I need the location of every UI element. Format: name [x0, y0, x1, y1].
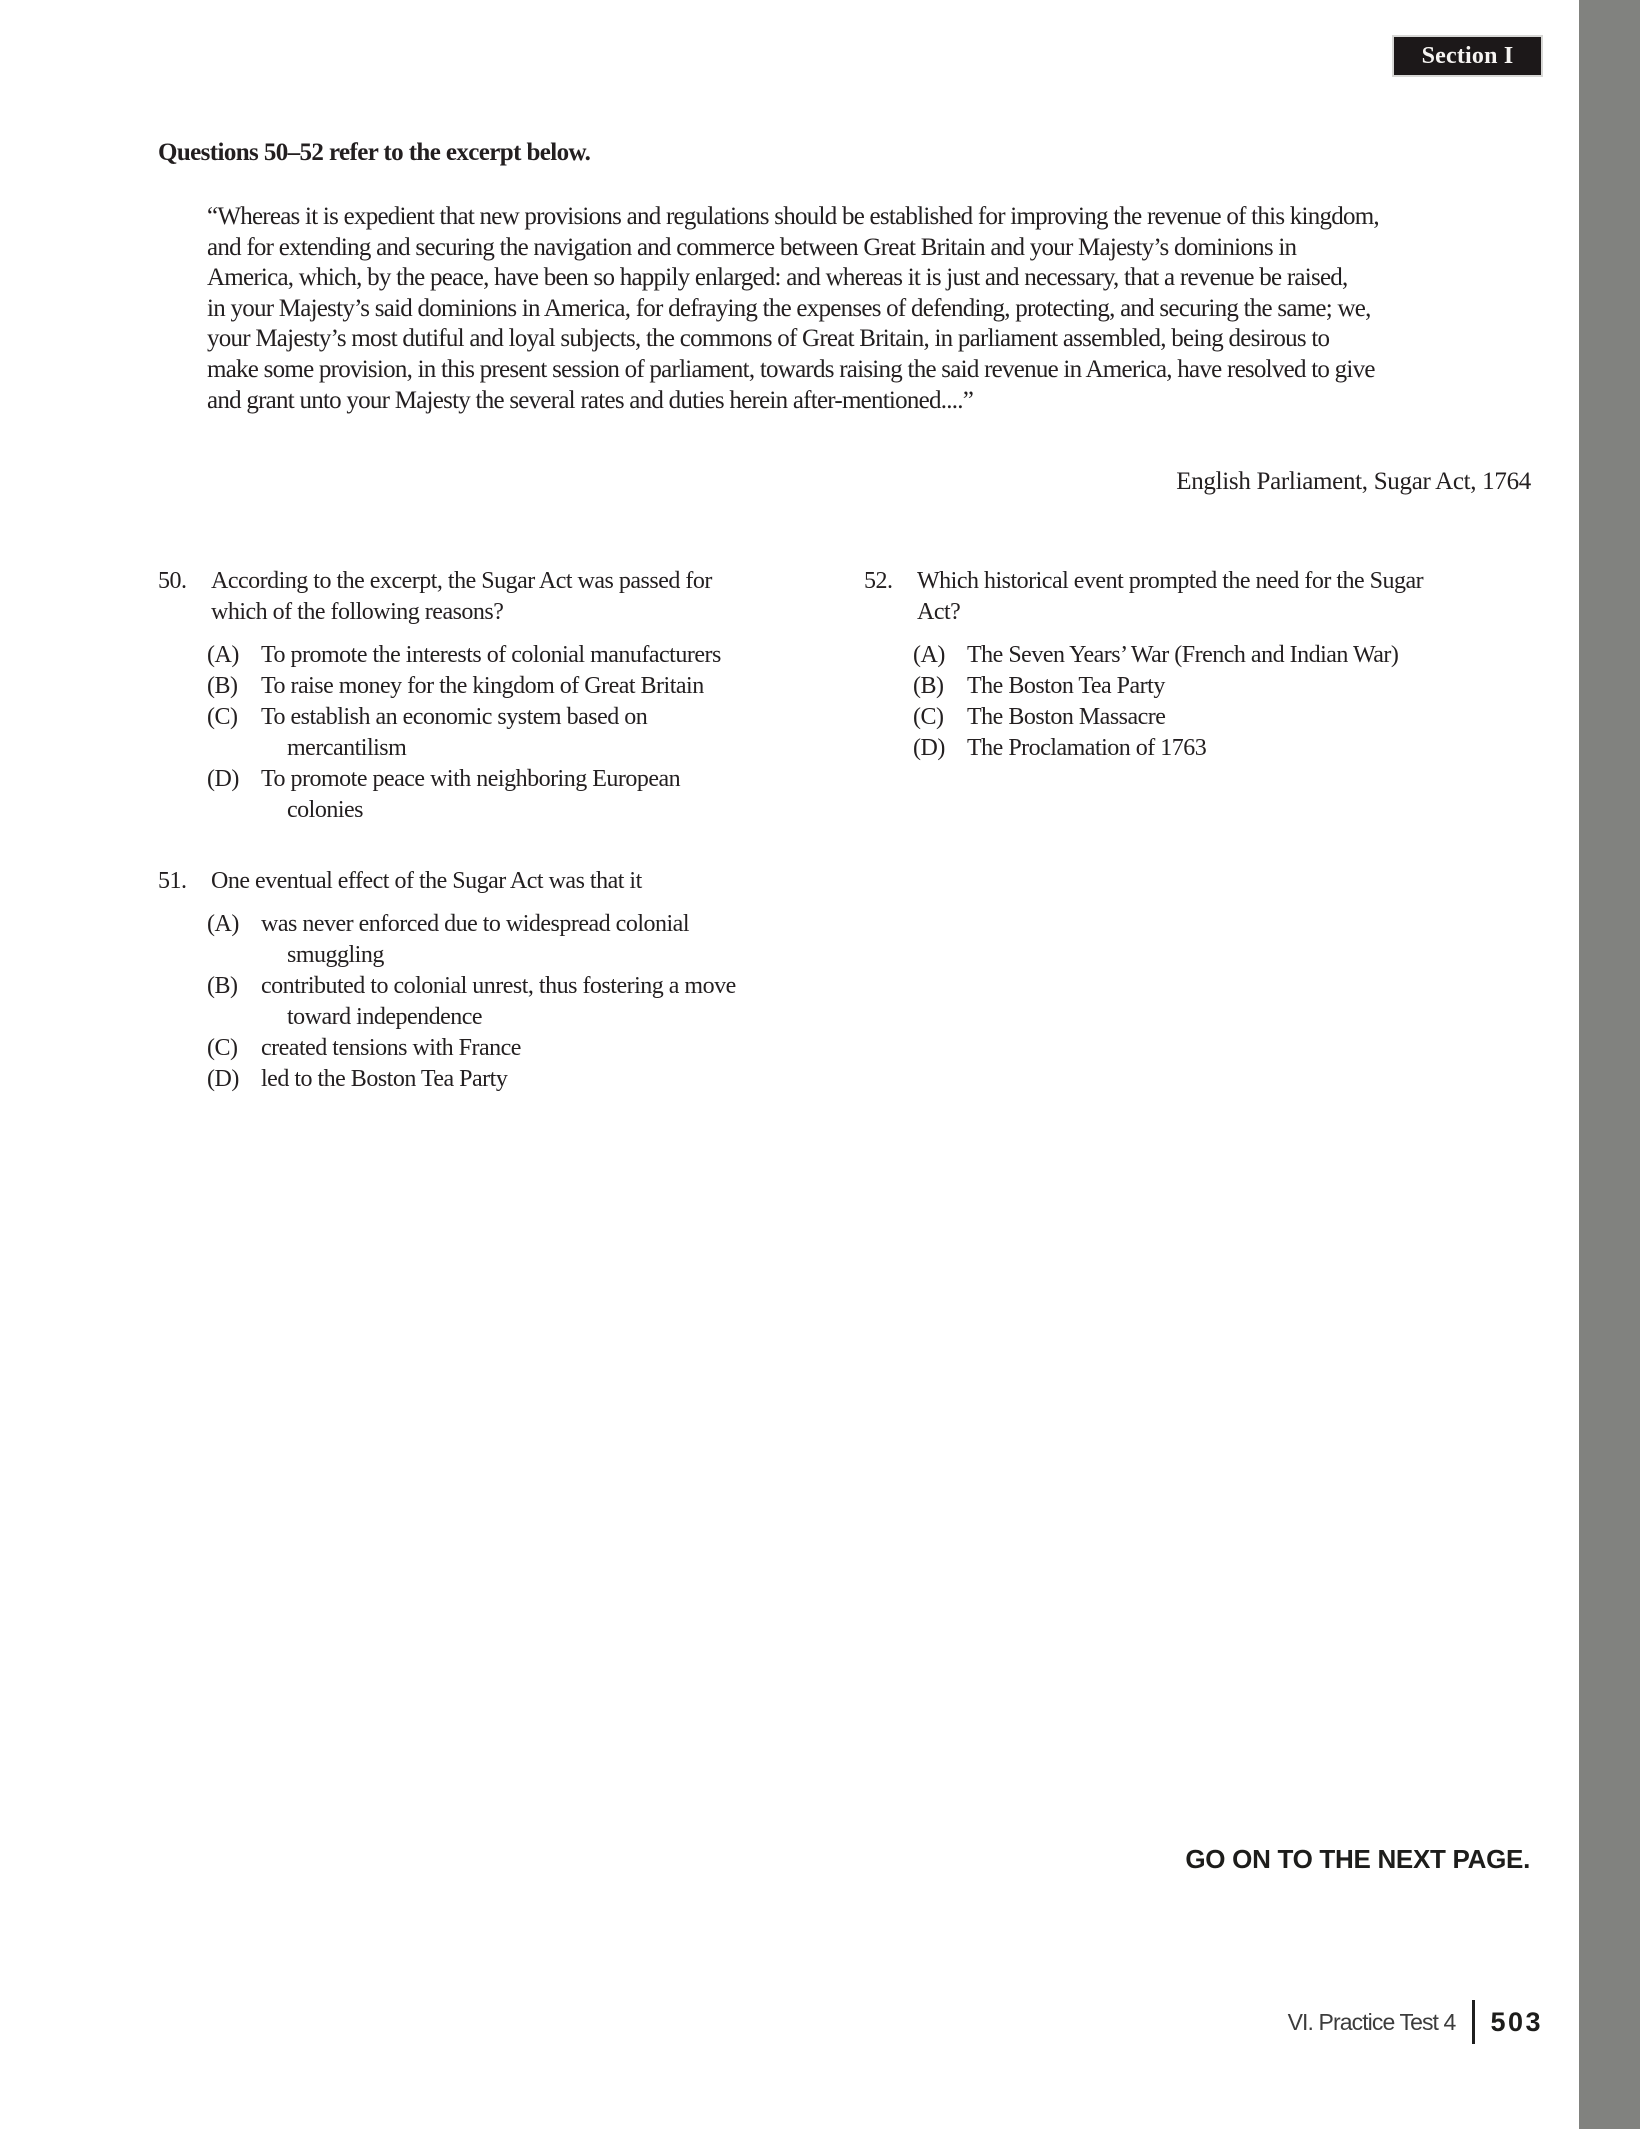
option-text	[261, 971, 736, 1033]
question-text	[211, 566, 712, 628]
option-c	[207, 1033, 803, 1064]
question-head	[158, 866, 803, 897]
option-letter: (C)	[207, 1035, 238, 1061]
option-text	[261, 1064, 507, 1095]
option-text-line: toward independence	[287, 1004, 483, 1030]
option-text-line: led to the Boston Tea Party	[261, 1066, 508, 1092]
question-head	[158, 566, 803, 628]
option-text-line: To establish an economic system based on	[261, 704, 648, 730]
option-letter: (D)	[913, 735, 945, 761]
excerpt-line: America, which, by the peace, have been so happily enlarged: and whereas it is just and necessary, that a revenue be raised,	[207, 264, 1348, 292]
section-badge	[1392, 35, 1543, 77]
excerpt-line: and grant unto your Majesty the several rates and duties herein after-mentioned....”	[207, 386, 974, 414]
option-text-line: mercantilism	[287, 735, 407, 761]
option-letter: (D)	[207, 1066, 239, 1092]
section-badge-label: Section I	[1421, 42, 1514, 69]
excerpt-line: make some provision, in this present session of parliament, towards raising the said revenue in America, have resolved to give	[207, 355, 1375, 383]
option-letter: (B)	[207, 673, 238, 699]
option-letter: (A)	[913, 642, 945, 668]
options-list	[207, 909, 803, 1095]
option-letter: (B)	[913, 673, 944, 699]
questions-column-left	[158, 566, 803, 1095]
option-d	[207, 1064, 803, 1095]
option-b	[207, 971, 803, 1033]
option-text	[261, 1033, 521, 1064]
footer-divider	[1472, 2000, 1475, 2044]
excerpt-line: your Majesty’s most dutiful and loyal subjects, the commons of Great Britain, in parliament assembled, being desirous to	[207, 325, 1330, 353]
option-text	[261, 671, 704, 702]
option-a	[207, 909, 803, 971]
question-text-line: which of the following reasons?	[211, 599, 504, 625]
question-text	[211, 866, 642, 897]
option-text	[967, 671, 1165, 702]
option-text-line: colonies	[287, 797, 363, 823]
question-50	[158, 566, 803, 826]
question-number: 50.	[158, 568, 187, 594]
option-text	[261, 909, 689, 971]
option-c	[207, 702, 803, 764]
question-head	[864, 566, 1542, 628]
option-d	[913, 733, 1542, 764]
option-text-line: smuggling	[287, 942, 384, 968]
go-on-notice: GO ON TO THE NEXT PAGE.	[1185, 1844, 1530, 1874]
question-number: 52.	[864, 568, 893, 594]
question-52	[864, 566, 1542, 764]
question-51	[158, 866, 803, 1095]
excerpt-line: in your Majesty’s said dominions in America, for defraying the expenses of defending, protecting, and securing the same; we,	[207, 294, 1371, 322]
option-text	[261, 640, 721, 671]
option-letter: (D)	[207, 766, 239, 792]
question-text-line: One eventual effect of the Sugar Act was that it	[211, 868, 642, 894]
option-letter: (C)	[207, 704, 238, 730]
excerpt-line: “Whereas it is expedient that new provisions and regulations should be established for improving the revenue of this kingdom,	[207, 203, 1379, 230]
option-a	[207, 640, 803, 671]
option-letter: (A)	[207, 642, 239, 668]
footer-page-number: 503	[1490, 2006, 1543, 2037]
question-number: 51.	[158, 868, 187, 894]
option-c	[913, 702, 1542, 733]
questions-column-right	[864, 566, 1542, 1095]
options-list	[207, 640, 803, 826]
footer-label: VI. Practice Test 4	[1287, 2008, 1456, 2035]
option-text-line: To promote the interests of colonial manufacturers	[261, 642, 721, 668]
option-text-line: The Seven Years’ War (French and Indian War)	[967, 642, 1399, 668]
option-text	[261, 702, 647, 764]
option-letter: (B)	[207, 973, 238, 999]
option-text-line: The Boston Tea Party	[967, 673, 1165, 699]
option-letter: (C)	[913, 704, 944, 730]
question-text-line: Act?	[917, 599, 961, 625]
option-text-line: contributed to colonial unrest, thus fostering a move	[261, 973, 736, 999]
option-text-line: To raise money for the kingdom of Great Britain	[261, 673, 704, 699]
option-b	[207, 671, 803, 702]
option-text-line: To promote peace with neighboring European	[261, 766, 681, 792]
option-text-line: created tensions with France	[261, 1035, 521, 1061]
excerpt-line: and for extending and securing the navigation and commerce between Great Britain and your Majesty’s dominions in	[207, 233, 1297, 261]
option-d	[207, 764, 803, 826]
excerpt-attribution: English Parliament, Sugar Act, 1764	[1176, 468, 1531, 495]
page-footer	[1288, 2000, 1543, 2044]
option-text	[967, 640, 1398, 671]
option-text-line: was never enforced due to widespread colonial	[261, 911, 689, 937]
option-b	[913, 671, 1542, 702]
option-text-line: The Proclamation of 1763	[967, 735, 1207, 761]
option-text	[967, 733, 1206, 764]
option-text-line: The Boston Massacre	[967, 704, 1166, 730]
option-a	[913, 640, 1542, 671]
questions-header: Questions 50–52 refer to the excerpt below.	[158, 139, 591, 166]
question-text-line: According to the excerpt, the Sugar Act was passed for	[211, 568, 712, 594]
option-text	[261, 764, 680, 826]
options-list	[913, 640, 1542, 764]
question-text-line: Which historical event prompted the need for the Sugar	[917, 568, 1424, 594]
questions-area	[158, 566, 1542, 1095]
option-letter: (A)	[207, 911, 239, 937]
option-text	[967, 702, 1165, 733]
question-text	[917, 566, 1423, 628]
excerpt-block	[207, 202, 1379, 416]
page-edge-gray-bar	[1579, 0, 1640, 2129]
